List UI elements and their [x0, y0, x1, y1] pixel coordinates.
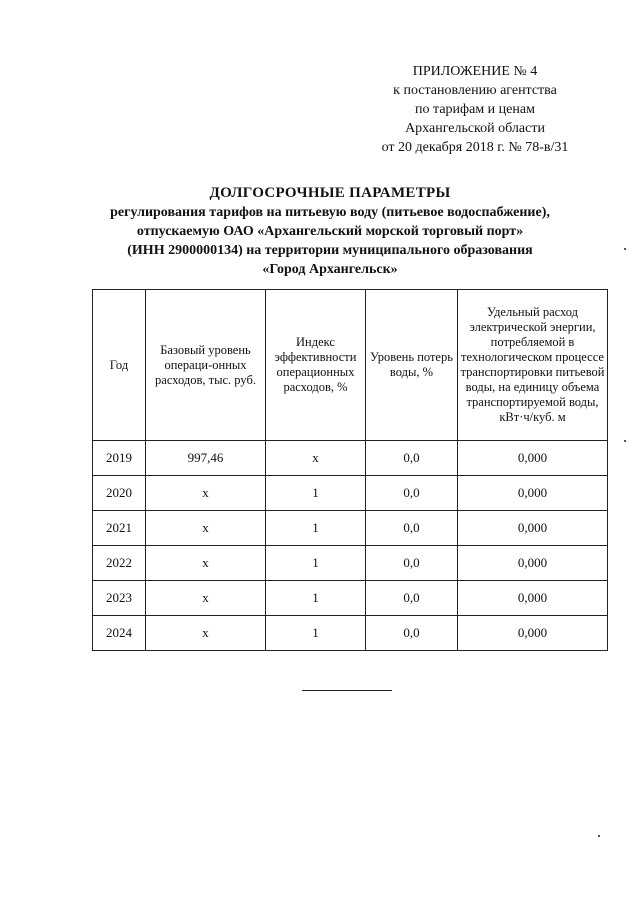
table-row [93, 511, 608, 546]
closing-rule [302, 690, 392, 691]
table-row [93, 546, 608, 581]
cell-energy-consumption: 0,000 [458, 476, 608, 511]
cell-year: 2022 [93, 546, 146, 581]
cell-year: 2023 [93, 581, 146, 616]
scan-speck [624, 440, 626, 442]
table-row [93, 441, 608, 476]
appendix-agency: по тарифам и ценам [415, 102, 535, 117]
cell-efficiency-index: 1 [266, 616, 366, 651]
cell-energy-consumption: 0,000 [458, 441, 608, 476]
header-year: Год [93, 290, 146, 441]
cell-year: 2024 [93, 616, 146, 651]
cell-energy-consumption: 0,000 [458, 616, 608, 651]
cell-water-loss: 0,0 [366, 476, 458, 511]
cell-year: 2019 [93, 441, 146, 476]
cell-efficiency-index: 1 [266, 581, 366, 616]
title-subline-1: регулирования тарифов на питьевую воду (питьевое водоспабжение), [110, 205, 550, 220]
appendix-date: от 20 декабря 2018 г. № 78-в/31 [381, 140, 569, 155]
cell-base-opex: 997,46 [146, 441, 266, 476]
title-subline-4: «Город Архангельск» [262, 262, 398, 277]
cell-energy-consumption: 0,000 [458, 511, 608, 546]
cell-water-loss: 0,0 [366, 511, 458, 546]
table-row [93, 476, 608, 511]
cell-water-loss: 0,0 [366, 546, 458, 581]
scan-speck [598, 835, 600, 837]
cell-base-opex: x [146, 546, 266, 581]
cell-water-loss: 0,0 [366, 581, 458, 616]
appendix-reference: к постановлению агентства [393, 83, 557, 98]
cell-efficiency-index: 1 [266, 546, 366, 581]
cell-efficiency-index: 1 [266, 476, 366, 511]
header-efficiency-index: Индекс эффективности операционных расходов, % [266, 290, 366, 441]
cell-water-loss: 0,0 [366, 616, 458, 651]
table-header-row [93, 290, 608, 441]
title-subline-2: отпускаемую ОАО «Архангельский морской торговый порт» [136, 224, 524, 239]
cell-energy-consumption: 0,000 [458, 546, 608, 581]
header-energy-consumption: Удельный расход электрической энергии, потребляемой в технологическом процессе транспортировки питьевой воды, на единицу объема транспортируемой воды, кВт·ч/куб. м [458, 290, 608, 441]
table-row [93, 581, 608, 616]
scan-speck [624, 248, 626, 250]
cell-efficiency-index: x [266, 441, 366, 476]
appendix-header [350, 62, 600, 157]
appendix-region: Архангельской области [405, 121, 545, 136]
appendix-number: ПРИЛОЖЕНИЕ № 4 [412, 64, 538, 79]
cell-energy-consumption: 0,000 [458, 581, 608, 616]
cell-base-opex: x [146, 476, 266, 511]
cell-base-opex: x [146, 581, 266, 616]
cell-base-opex: x [146, 511, 266, 546]
cell-year: 2020 [93, 476, 146, 511]
title-main: ДОЛГОСРОЧНЫЕ ПАРАМЕТРЫ [209, 185, 451, 201]
cell-water-loss: 0,0 [366, 441, 458, 476]
title-subline-3: (ИНН 2900000134) на территории муниципального образования [127, 243, 533, 258]
header-water-loss: Уровень потерь воды, % [366, 290, 458, 441]
header-base-opex: Базовый уровень операци-онных расходов, тыс. руб. [146, 290, 266, 441]
cell-year: 2021 [93, 511, 146, 546]
document-title [80, 184, 580, 279]
parameters-table [92, 289, 608, 651]
table-row [93, 616, 608, 651]
cell-base-opex: x [146, 616, 266, 651]
cell-efficiency-index: 1 [266, 511, 366, 546]
